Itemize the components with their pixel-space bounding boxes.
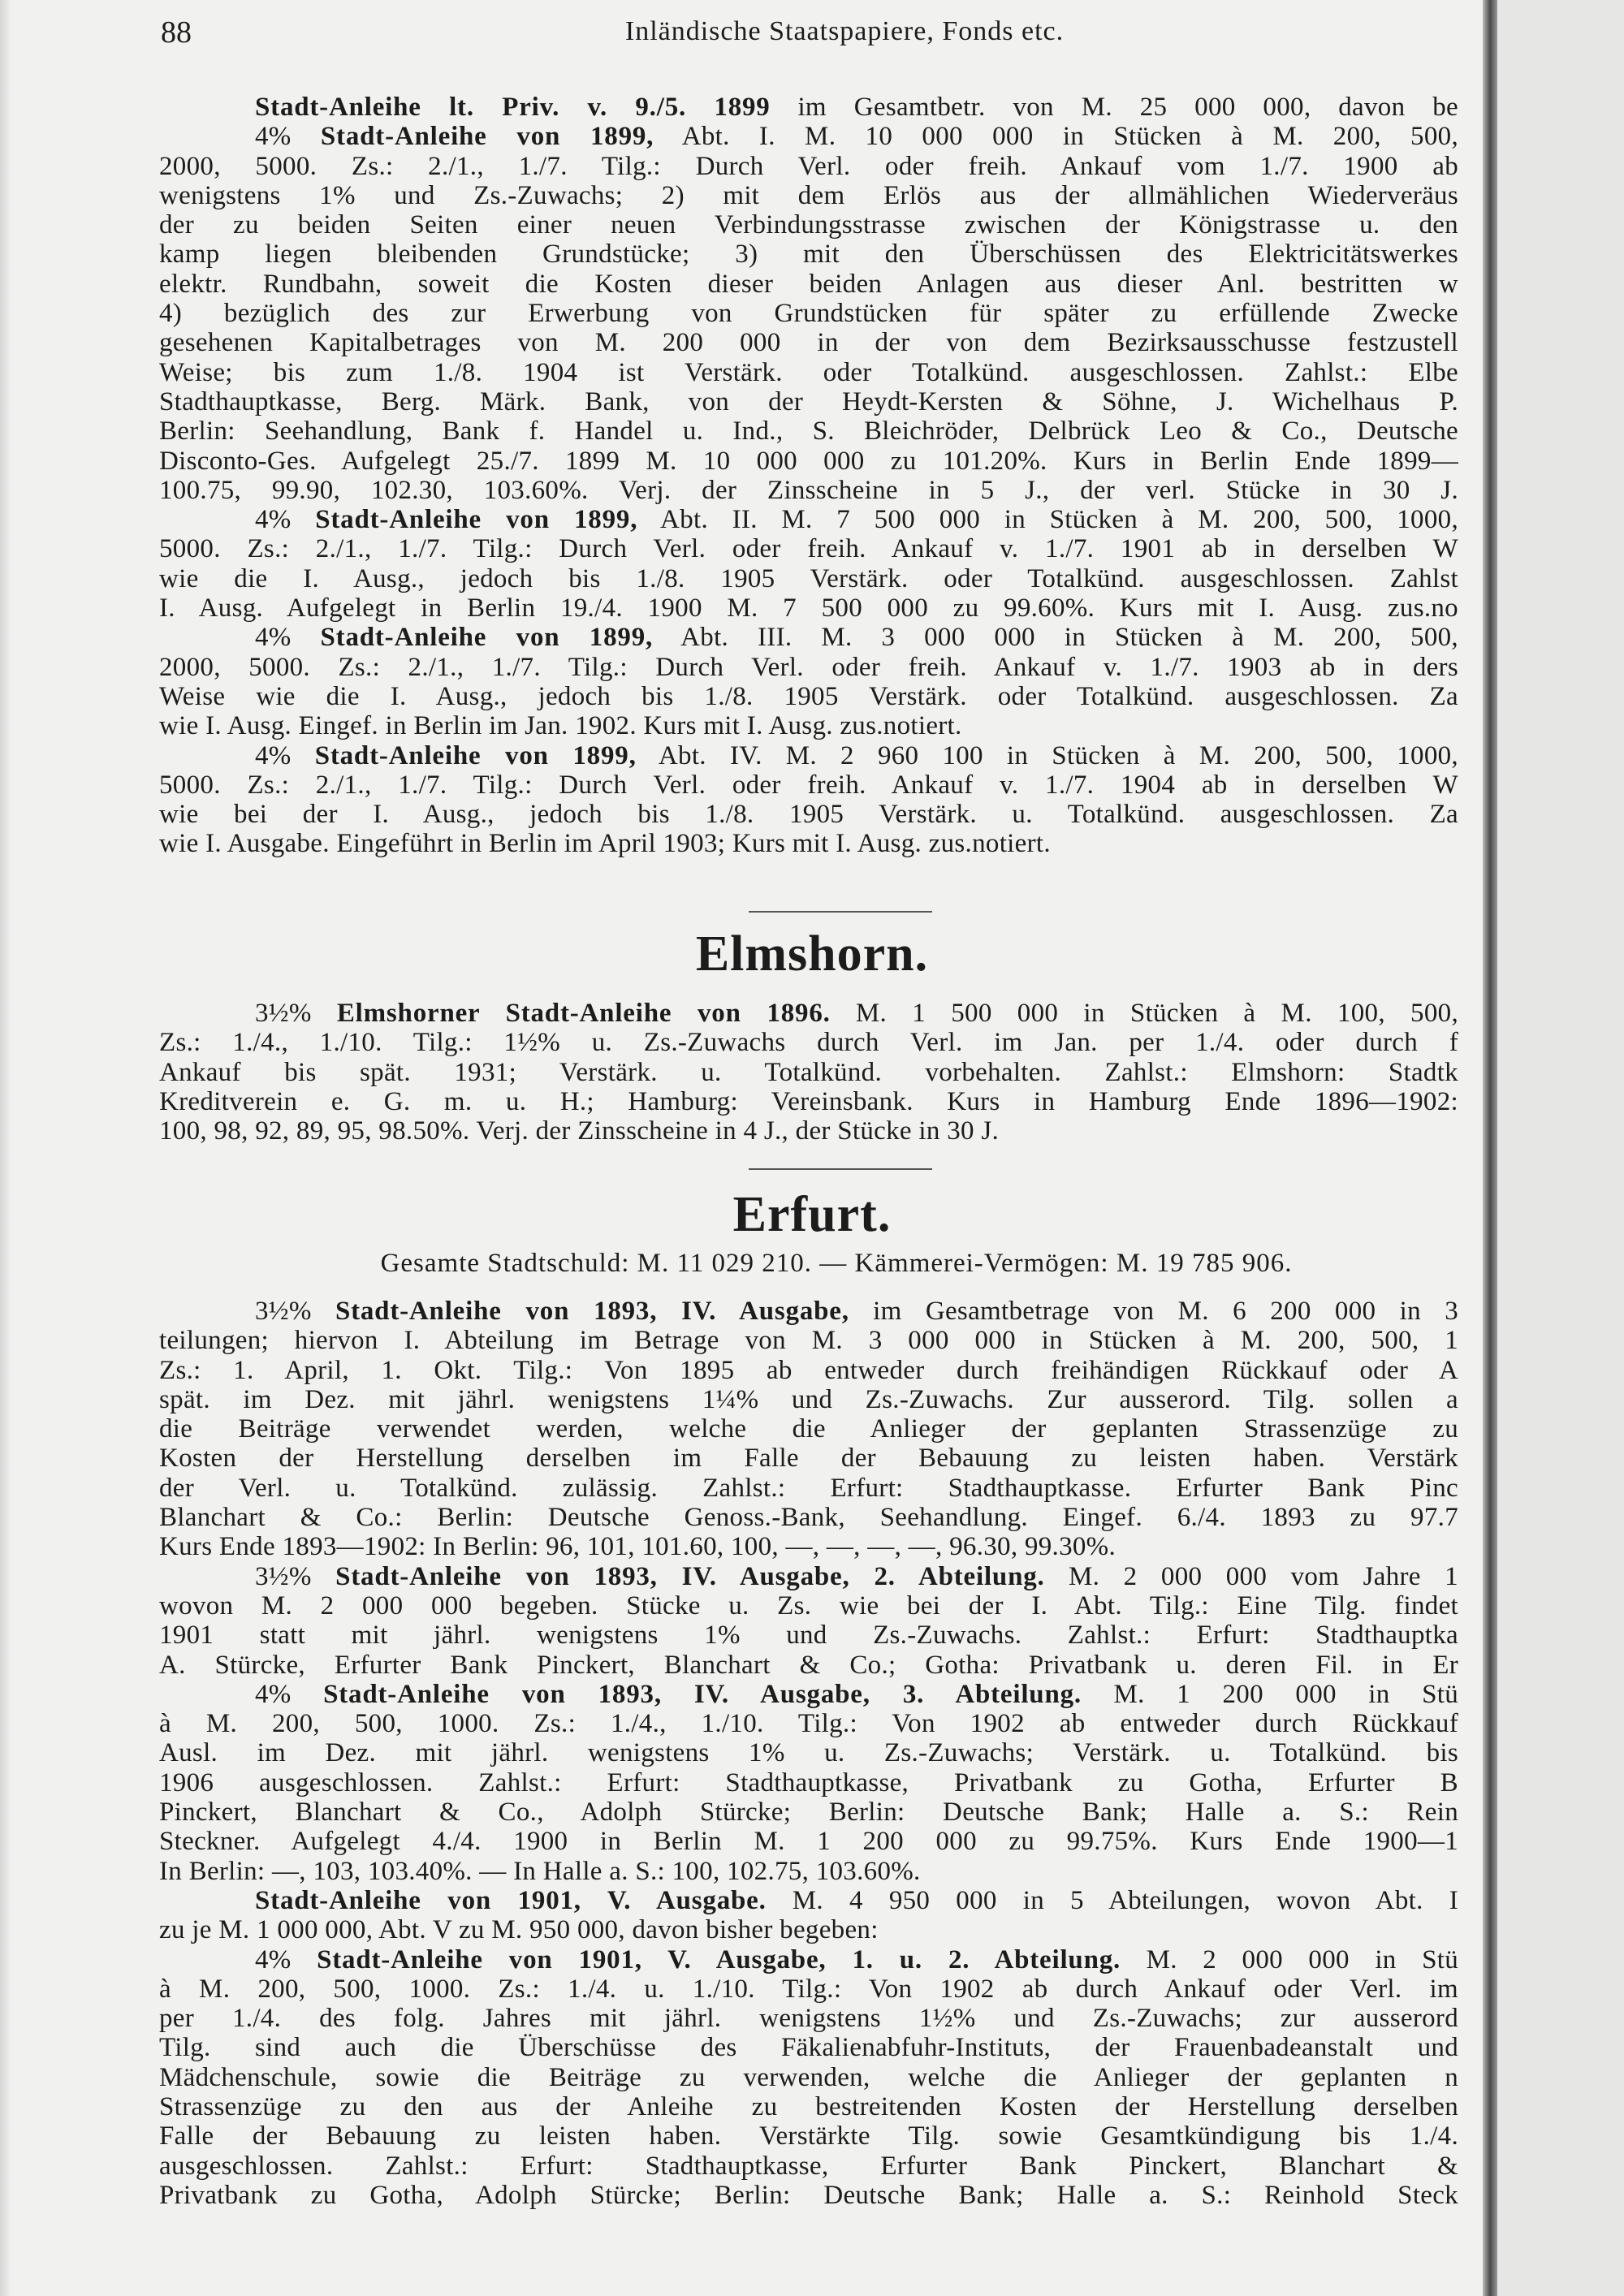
line-text: kamp liegen bleibenden Grundstücke; 3) mit den Überschüssen des Elektricitätswerkes [159,240,1458,270]
bond-title: Stadt-Anleihe von 1893, IV. Ausgabe, [335,1297,849,1326]
text-line [159,328,1458,357]
text-line [159,2181,1458,2210]
text-line [159,1974,1458,2004]
text-line [159,181,1458,210]
bond-entry-heading-line [159,1886,1458,1915]
text-line [159,1058,1458,1087]
line-text: M. 4 950 000 in 5 Abteilungen, wovon Abt. I [766,1885,1458,1915]
line-text: Tilg. sind auch die Überschüsse des Fäkalienabfuhr-Instituts, der Frauenbadeanstalt und [159,2033,1458,2063]
line-text: 1901 statt mit jährl. wenigstens 1% und Zs.-Zuwachs. Zahlst.: Erfurt: Stadthauptka [159,1621,1458,1651]
line-text: Strassenzüge zu den aus der Anleihe zu bestreitenden Kosten der Herstellung derselben [159,2092,1458,2122]
text-line [159,1028,1458,1057]
bond-title: Stadt-Anleihe lt. Priv. v. 9./5. 1899 [255,93,771,122]
interest-rate: 3½% [255,1297,335,1326]
book-gutter [1483,0,1497,2296]
line-text: Berlin: Seehandlung, Bank f. Handel u. Ind., S. Bleichröder, Delbrück Leo & Co., Deutsche [159,416,1458,447]
line-text: M. 2 000 000 vom Jahre 1 [1044,1561,1458,1591]
interest-rate: 4% [255,1944,317,1974]
line-text: wie die I. Ausg., jedoch bis 1./8. 1905 Verstärk. oder Totalkünd. ausgeschlossen. Zahlst [159,563,1458,593]
bond-title: Stadt-Anleihe von 1893, IV. Ausgabe, 2. Abteilung. [335,1561,1045,1591]
text-line [159,1356,1458,1385]
line-text: Zs.: 1./4., 1./10. Tilg.: 1½% u. Zs.-Zuwachs durch Verl. im Jan. per 1./4. oder durch f [159,1028,1458,1058]
bond-entry-heading-line [159,623,1458,652]
adjacent-page-edge [1497,0,1624,2296]
line-text: Zs.: 1. April, 1. Okt. Tilg.: Von 1895 ab entweder durch freihändigen Rückkauf oder A [159,1355,1458,1385]
line-text: In Berlin: —, 103, 103.40%. — In Halle a. S.: 100, 102.75, 103.60%. [159,1856,921,1886]
text-line [159,299,1458,328]
text-line [159,1326,1458,1355]
line-text: Kosten der Herstellung derselben im Falle der Bebauung zu leisten haben. Verstärk [159,1444,1458,1474]
line-text: 100, 98, 92, 89, 95, 98.50%. Verj. der Zinsscheine in 4 J., der Stücke in 30 J. [159,1116,1000,1146]
line-text: wenigstens 1% und Zs.-Zuwachs; 2) mit dem Erlös aus der allmählichen Wiederveräus [159,180,1458,210]
text-line [159,1915,1458,1944]
line-text: Pinckert, Blanchart & Co., Adolph Stürcke; Berlin: Deutsche Bank; Halle a. S.: Rein [159,1798,1458,1828]
line-text: Kurs Ende 1893—1902: In Berlin: 96, 101, 101.60, 100, —, —, —, —, 96.30, 99.30%. [159,1532,1116,1562]
bond-entry-heading-line [159,122,1458,151]
text-line [159,564,1458,593]
line-text: Mädchenschule, sowie die Beiträge zu verwenden, welche die Anlieger der geplanten n [159,2062,1458,2092]
interest-rate: 3½% [255,1561,336,1591]
text-line [159,1857,1458,1886]
text-line [159,270,1458,299]
line-text: per 1./4. des folg. Jahres mit jährl. wenigstens 1½% und Zs.-Zuwachs; zur ausserord [159,2004,1458,2034]
line-text: zu je M. 1 000 000, Abt. V zu M. 950 000, davon bisher begeben: [159,1915,879,1945]
text-line [159,240,1458,269]
text-line [159,1474,1458,1503]
text-line [159,1709,1458,1738]
line-text: Abt. III. M. 3 000 000 in Stücken à M. 200, 500, [653,623,1458,653]
bond-entry-heading-line [159,1562,1458,1591]
text-line [159,1827,1458,1856]
text-line [159,1591,1458,1621]
bond-title: Elmshorner Stadt-Anleihe von 1896. [336,999,831,1028]
text-line [159,476,1458,505]
page-edge-shadow [0,0,11,2296]
interest-rate: 4% [255,623,321,653]
line-text: die Beiträge verwendet werden, welche die Anlieger der geplanten Strassenzüge zu [159,1414,1458,1444]
text-line [159,653,1458,682]
line-text: 5000. Zs.: 2./1., 1./7. Tilg.: Durch Verl. oder freih. Ankauf v. 1./7. 1904 ab in derselben W [159,770,1458,800]
line-text: à M. 200, 500, 1000. Zs.: 1./4. u. 1./10. Tilg.: Von 1902 ab durch Ankauf oder Verl. im [159,1974,1458,2004]
line-text: 100.75, 99.90, 102.30, 103.60%. Verj. der Zinsscheine in 5 J., der verl. Stücke in 30 J. [159,475,1458,505]
line-text: Privatbank zu Gotha, Adolph Stürcke; Berlin: Deutsche Bank; Halle a. S.: Reinhold Steck [159,2180,1458,2210]
line-text: Steckner. Aufgelegt 4./4. 1900 in Berlin M. 1 200 000 zu 99.75%. Kurs Ende 1900—1 [159,1827,1458,1857]
text-line [159,1532,1458,1561]
text-line [159,2004,1458,2033]
interest-rate: 4% [255,1679,324,1709]
line-text: Blanchart & Co.: Berlin: Deutsche Genoss.-Bank, Seehandlung. Eingef. 6./4. 1893 zu 97.7 [159,1503,1458,1533]
text-line [159,593,1458,623]
text-line [159,2063,1458,2092]
line-text: im Gesamtbetr. von M. 25 000 000, davon be [770,93,1458,122]
line-text: der zu beiden Seiten einer neuen Verbindungsstrasse zwischen der Königstrasse u. den [159,210,1458,240]
text-line [159,358,1458,387]
bond-title: Stadt-Anleihe von 1899, [314,740,637,770]
page-number: 88 [161,15,192,50]
text-line [159,1385,1458,1414]
text-line [159,1116,1458,1146]
line-text: Disconto-Ges. Aufgelegt 25./7. 1899 M. 10 000 000 zu 101.20%. Kurs in Berlin Ende 1899— [159,446,1458,476]
line-text: Abt. IV. M. 2 960 100 in Stücken à M. 200, 500, 1000, [636,740,1458,770]
line-text: A. Stürcke, Erfurter Bank Pinckert, Blanchart & Co.; Gotha: Privatbank u. deren Fil. in Er [159,1650,1458,1680]
stadt-anleihe-1899-section [159,93,1458,859]
line-text: wovon M. 2 000 000 begeben. Stücke u. Zs. wie bei der I. Abt. Tilg.: Eine Tilg. findet [159,1590,1458,1621]
line-text: Weise wie die I. Ausg., jedoch bis 1./8. 1905 Verstärk. oder Totalkünd. ausgeschlossen. Za [159,681,1458,711]
interest-rate: 4% [255,505,316,535]
section-divider [749,911,932,913]
bond-entry-heading-line [159,1297,1458,1326]
text-line [159,2092,1458,2121]
line-text: wie I. Ausgabe. Eingeführt in Berlin im April 1903; Kurs mit I. Ausg. zus.notiert. [159,829,1051,859]
interest-rate: 4% [255,740,315,770]
line-text: gesehenen Kapitalbetrages von M. 200 000 in der von dem Bezirksausschusse festzustell [159,328,1458,358]
bond-title: Stadt-Anleihe von 1901, V. Ausgabe, 1. u. 2. Abteilung. [317,1944,1121,1974]
line-text: spät. im Dez. mit jährl. wenigstens 1¼% und Zs.-Zuwachs. Zur ausserord. Tilg. sollen a [159,1384,1458,1414]
text-line [159,829,1458,858]
text-line [159,1444,1458,1473]
city-heading-erfurt: Erfurt. [732,1187,892,1242]
line-text: Ausl. im Dez. mit jährl. wenigstens 1% u. Zs.-Zuwachs; Verstärk. u. Totalkünd. bis [159,1738,1458,1768]
text-line [159,210,1458,240]
line-text: wie I. Ausg. Eingef. in Berlin im Jan. 1902. Kurs mit I. Ausg. zus.notiert. [159,711,962,741]
line-text: elektr. Rundbahn, soweit die Kosten dieser beiden Anlagen aus dieser Anl. bestritten w [159,269,1458,299]
text-line [159,1087,1458,1116]
line-text: 4) bezüglich des zur Erwerbung von Grundstücken für später zu erfüllende Zwecke [159,299,1458,329]
bond-title: Stadt-Anleihe von 1901, V. Ausgabe. [255,1885,767,1915]
erfurt-debt-summary: Gesamte Stadtschuld: M. 11 029 210. — Kämmerei-Vermögen: M. 19 785 906. [380,1249,1293,1278]
line-text: Abt. I. M. 10 000 000 in Stücken à M. 200, 500, [654,122,1458,152]
bond-entry-heading-line [159,741,1458,770]
text-line [159,1621,1458,1650]
bond-entry-heading-line [159,999,1458,1028]
city-heading-elmshorn: Elmshorn. [695,926,929,982]
text-line [159,534,1458,563]
line-text: Stadthauptkasse, Berg. Märk. Bank, von der Heydt-Kersten & Söhne, J. Wichelhaus P. [159,386,1458,416]
bond-entry-heading-line [159,93,1458,122]
line-text: I. Ausg. Aufgelegt in Berlin 19./4. 1900 M. 7 500 000 zu 99.60%. Kurs mit I. Ausg. zus.no [159,593,1458,624]
line-text: 5000. Zs.: 2./1., 1./7. Tilg.: Durch Verl. oder freih. Ankauf v. 1./7. 1901 ab in derselben W [159,534,1458,564]
text-line [159,711,1458,740]
text-line [159,2121,1458,2151]
line-text: wie bei der I. Ausg., jedoch bis 1./8. 1905 Verstärk. u. Totalkünd. ausgeschlossen. Za [159,800,1458,830]
text-line [159,1798,1458,1827]
text-line [159,1503,1458,1532]
bond-title: Stadt-Anleihe von 1899, [320,623,654,653]
text-line [159,416,1458,446]
line-text: M. 1 500 000 in Stücken à M. 100, 500, [830,999,1458,1028]
line-text: 1906 ausgeschlossen. Zahlst.: Erfurt: Stadthauptkasse, Privatbank zu Gotha, Erfurter B [159,1767,1458,1798]
line-text: à M. 200, 500, 1000. Zs.: 1./4., 1./10. Tilg.: Von 1902 ab entweder durch Rückkauf [159,1709,1458,1739]
text-line [159,1768,1458,1798]
line-text: Kreditverein e. G. m. u. H.; Hamburg: Vereinsbank. Kurs in Hamburg Ende 1896—1902: [159,1086,1458,1116]
bond-title: Stadt-Anleihe von 1899, [320,122,654,152]
bond-entry-heading-line [159,505,1458,534]
text-line [159,447,1458,476]
line-text: teilungen; hiervon I. Abteilung im Betrage von M. 3 000 000 in Stücken à M. 200, 500, 1 [159,1326,1458,1356]
text-line [159,682,1458,711]
interest-rate: 3½% [255,999,337,1028]
text-line [159,1414,1458,1444]
elmshorn-section [159,999,1458,1146]
line-text: 2000, 5000. Zs.: 2./1., 1./7. Tilg.: Durch Verl. oder freih. Ankauf vom 1./7. 1900 ab [159,151,1458,181]
text-line [159,2151,1458,2181]
bond-entry-heading-line [159,1945,1458,1974]
erfurt-section [159,1297,1458,2210]
line-text: ausgeschlossen. Zahlst.: Erfurt: Stadthauptkasse, Erfurter Bank Pinckert, Blanchart & [159,2151,1458,2181]
bond-title: Stadt-Anleihe von 1899, [315,505,638,535]
text-line [159,387,1458,416]
line-text: Abt. II. M. 7 500 000 in Stücken à M. 200, 500, 1000, [637,505,1458,535]
line-text: 2000, 5000. Zs.: 2./1., 1./7. Tilg.: Durch Verl. oder freih. Ankauf v. 1./7. 1903 ab in ders [159,652,1458,682]
line-text: Falle der Bebauung zu leisten haben. Verstärkte Tilg. sowie Gesamtkündigung bis 1./4. [159,2121,1458,2151]
line-text: M. 1 200 000 in Stü [1081,1679,1458,1709]
text-line [159,152,1458,181]
line-text: M. 2 000 000 in Stü [1121,1944,1458,1974]
text-line [159,770,1458,800]
line-text: Ankauf bis spät. 1931; Verstärk. u. Totalkünd. vorbehalten. Zahlst.: Elmshorn: Stadtk [159,1057,1458,1087]
line-text: der Verl. u. Totalkünd. zulässig. Zahlst.: Erfurt: Stadthauptkasse. Erfurter Bank Pinc [159,1473,1458,1503]
interest-rate: 4% [255,122,321,152]
bond-entry-heading-line [159,1680,1458,1709]
section-divider [749,1168,932,1170]
text-line [159,1651,1458,1680]
text-line [159,800,1458,829]
text-line [159,1738,1458,1767]
bond-title: Stadt-Anleihe von 1893, IV. Ausgabe, 3. Abteilung. [323,1679,1082,1709]
line-text: Weise; bis zum 1./8. 1904 ist Verstärk. oder Totalkünd. ausgeschlossen. Zahlst.: Elbe [159,357,1458,387]
text-line [159,2033,1458,2062]
running-title: Inländische Staatspapiere, Fonds etc. [624,16,1065,46]
line-text: im Gesamtbetrage von M. 6 200 000 in 3 [849,1297,1458,1326]
